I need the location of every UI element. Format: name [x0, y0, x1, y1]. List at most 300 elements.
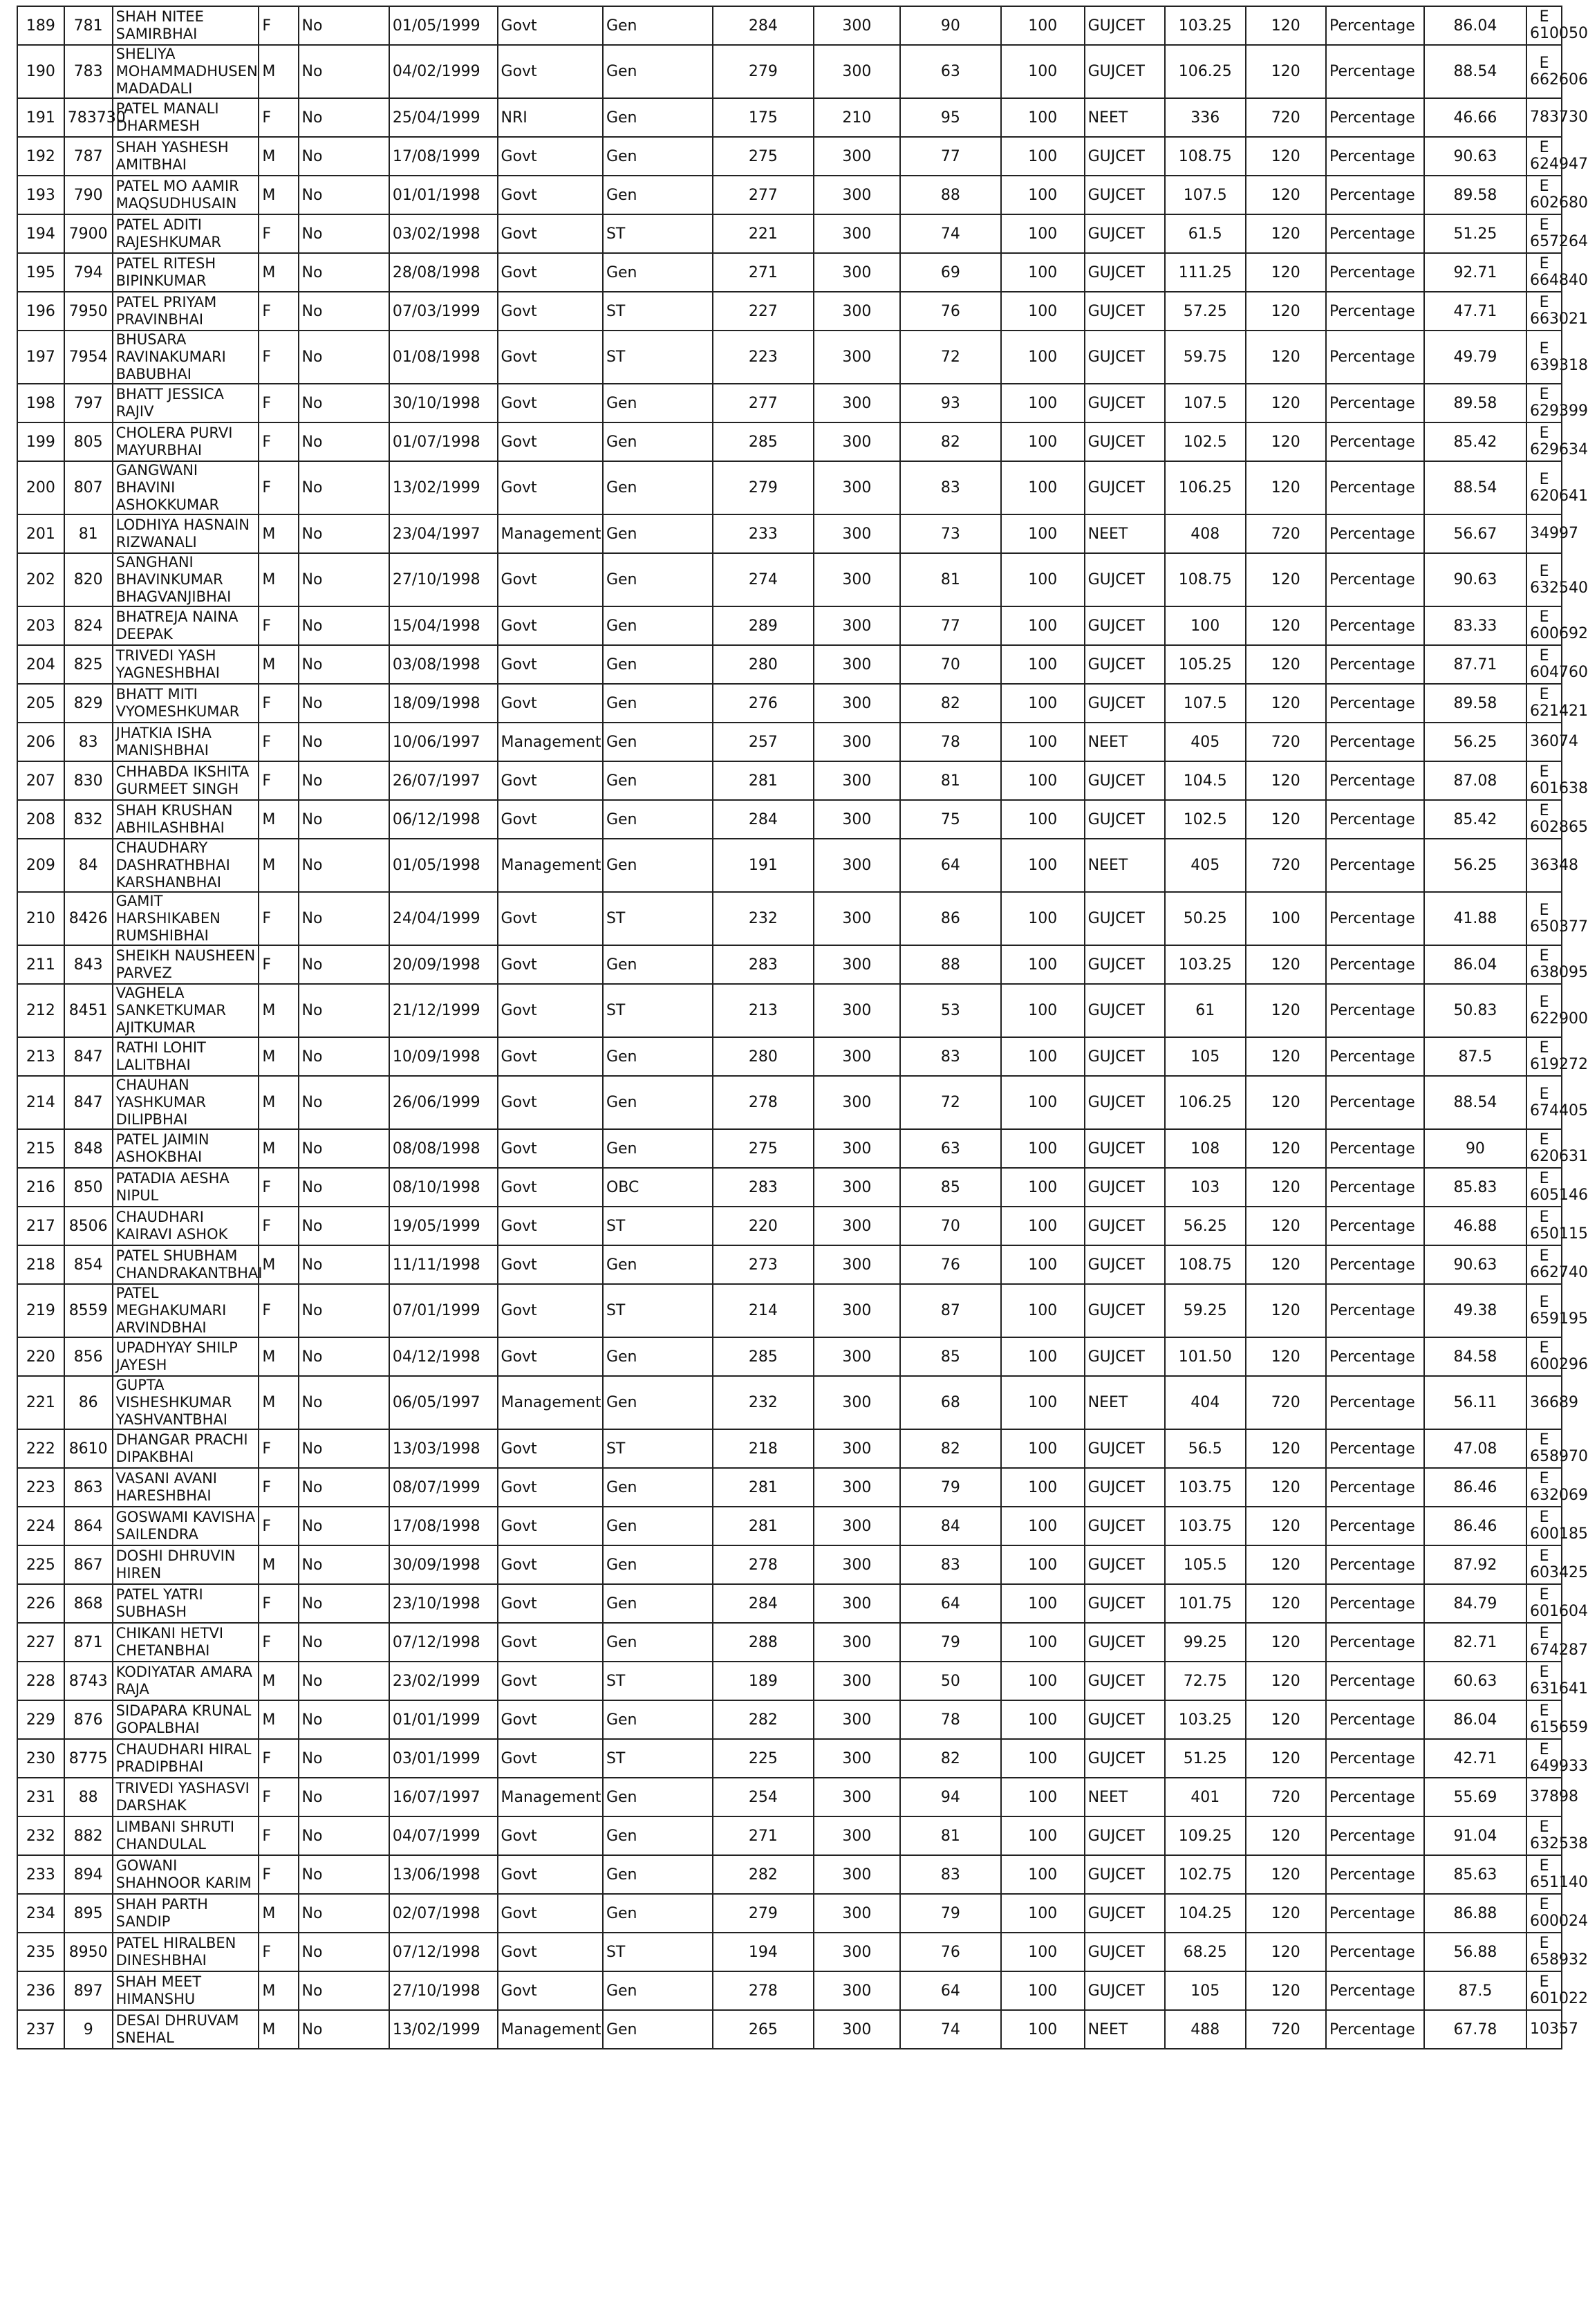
reference-cell — [1526, 1207, 1588, 1245]
reference-prefix: E — [1539, 1293, 1549, 1311]
date-of-birth-cell: 15/04/1998 — [389, 606, 498, 645]
percentage-cell: 49.38 — [1424, 1284, 1526, 1337]
reference-number: 629399 — [1530, 402, 1588, 420]
reference-number: 600296 — [1530, 1356, 1588, 1373]
exam-cell: GUJCET — [1085, 945, 1165, 984]
nri-cell: No — [299, 1245, 389, 1284]
category-cell: Gen — [603, 839, 713, 892]
table-row — [17, 645, 1562, 684]
subject-marks-cell: 78 — [900, 723, 1001, 761]
reference-prefix: E — [1539, 294, 1549, 311]
nri-cell: No — [299, 984, 389, 1037]
gender-cell: M — [259, 1245, 298, 1284]
merit-id-cell: 8426 — [64, 892, 113, 945]
nri-cell: No — [299, 553, 389, 606]
table-row — [17, 1168, 1562, 1207]
gender-cell: M — [259, 253, 298, 292]
exam-cell: GUJCET — [1085, 1337, 1165, 1376]
date-of-birth-cell: 27/10/1998 — [389, 553, 498, 606]
student-name-cell: PATADIA AESHA NIPUL — [113, 1168, 259, 1207]
reference-prefix: E — [1539, 470, 1549, 488]
date-of-birth-cell: 06/12/1998 — [389, 800, 498, 839]
exam-cell: NEET — [1085, 514, 1165, 553]
table-row — [17, 1700, 1562, 1739]
serial-number-cell: 218 — [17, 1245, 64, 1284]
marks-cell: 265 — [713, 2010, 814, 2049]
marks-total-cell: 300 — [814, 1376, 900, 1429]
quota-cell: Management — [498, 1376, 603, 1429]
exam-cell: GUJCET — [1085, 1284, 1165, 1337]
subject-marks-cell: 63 — [900, 1129, 1001, 1168]
score-type-cell: Percentage — [1326, 800, 1424, 839]
marks-cell: 254 — [713, 1778, 814, 1816]
percentage-cell: 84.79 — [1424, 1584, 1526, 1623]
merit-id-cell: 864 — [64, 1507, 113, 1545]
subject-marks-cell: 79 — [900, 1894, 1001, 1933]
exam-cell: GUJCET — [1085, 1816, 1165, 1855]
merit-id-cell: 81 — [64, 514, 113, 553]
marks-total-cell: 300 — [814, 1337, 900, 1376]
percentage-cell: 90 — [1424, 1129, 1526, 1168]
nri-cell: No — [299, 45, 389, 98]
exam-score-cell: 104.5 — [1165, 761, 1245, 800]
reference-number: 36074 — [1530, 733, 1579, 750]
merit-id-cell: 8451 — [64, 984, 113, 1037]
subject-marks-cell: 82 — [900, 1429, 1001, 1468]
marks-total-cell: 300 — [814, 761, 900, 800]
gender-cell: F — [259, 761, 298, 800]
marks-total-cell: 300 — [814, 214, 900, 253]
quota-cell: Govt — [498, 1662, 603, 1700]
date-of-birth-cell: 20/09/1998 — [389, 945, 498, 984]
subject-total-cell: 100 — [1001, 1207, 1085, 1245]
marks-total-cell: 210 — [814, 98, 900, 137]
date-of-birth-cell: 23/02/1999 — [389, 1662, 498, 1700]
quota-cell: Govt — [498, 606, 603, 645]
reference-cell — [1526, 461, 1588, 514]
reference-number: 674405 — [1530, 1101, 1588, 1119]
category-cell: ST — [603, 1429, 713, 1468]
category-cell: Gen — [603, 461, 713, 514]
date-of-birth-cell: 10/09/1998 — [389, 1037, 498, 1076]
exam-cell: GUJCET — [1085, 1623, 1165, 1662]
exam-total-cell: 120 — [1246, 1429, 1326, 1468]
nri-cell: No — [299, 422, 389, 461]
marks-total-cell: 300 — [814, 1662, 900, 1700]
marks-cell: 284 — [713, 1584, 814, 1623]
marks-total-cell: 300 — [814, 1933, 900, 1971]
nri-cell: No — [299, 98, 389, 137]
marks-cell: 275 — [713, 1129, 814, 1168]
table-row — [17, 137, 1562, 176]
percentage-cell: 82.71 — [1424, 1623, 1526, 1662]
subject-total-cell: 100 — [1001, 1284, 1085, 1337]
marks-total-cell: 300 — [814, 1037, 900, 1076]
gender-cell: F — [259, 1207, 298, 1245]
quota-cell: Govt — [498, 1700, 603, 1739]
reference-cell — [1526, 45, 1588, 98]
reference-prefix: E — [1539, 1170, 1549, 1187]
exam-total-cell: 120 — [1246, 137, 1326, 176]
subject-total-cell: 100 — [1001, 1778, 1085, 1816]
percentage-cell: 50.83 — [1424, 984, 1526, 1037]
reference-number: 650377 — [1530, 918, 1588, 936]
marks-cell: 281 — [713, 761, 814, 800]
marks-total-cell: 300 — [814, 553, 900, 606]
score-type-cell: Percentage — [1326, 1376, 1424, 1429]
category-cell: Gen — [603, 1468, 713, 1507]
reference-cell — [1526, 1623, 1588, 1662]
marks-total-cell: 300 — [814, 137, 900, 176]
percentage-cell: 86.46 — [1424, 1507, 1526, 1545]
category-cell: ST — [603, 1662, 713, 1700]
subject-marks-cell: 95 — [900, 98, 1001, 137]
table-row — [17, 1376, 1562, 1429]
nri-cell: No — [299, 1894, 389, 1933]
serial-number-cell: 225 — [17, 1545, 64, 1584]
exam-total-cell: 720 — [1246, 2010, 1326, 2049]
serial-number-cell: 234 — [17, 1894, 64, 1933]
merit-id-cell: 832 — [64, 800, 113, 839]
nri-cell: No — [299, 1855, 389, 1894]
date-of-birth-cell: 18/09/1998 — [389, 684, 498, 723]
merit-id-cell: 7950 — [64, 292, 113, 331]
score-type-cell: Percentage — [1326, 253, 1424, 292]
marks-total-cell: 300 — [814, 1207, 900, 1245]
table-row — [17, 1545, 1562, 1584]
reference-prefix: E — [1539, 1431, 1549, 1449]
exam-cell: GUJCET — [1085, 253, 1165, 292]
subject-total-cell: 100 — [1001, 1933, 1085, 1971]
student-name-cell: BHATREJA NAINA DEEPAK — [113, 606, 259, 645]
exam-cell: NEET — [1085, 1778, 1165, 1816]
exam-score-cell: 106.25 — [1165, 45, 1245, 98]
reference-prefix: E — [1539, 901, 1549, 919]
nri-cell: No — [299, 723, 389, 761]
score-type-cell: Percentage — [1326, 384, 1424, 422]
reference-number: 621421 — [1530, 703, 1588, 720]
serial-number-cell: 208 — [17, 800, 64, 839]
table-row — [17, 1778, 1562, 1816]
marks-total-cell: 300 — [814, 945, 900, 984]
exam-total-cell: 120 — [1246, 292, 1326, 331]
quota-cell: Govt — [498, 1855, 603, 1894]
nri-cell: No — [299, 1468, 389, 1507]
subject-marks-cell: 63 — [900, 45, 1001, 98]
table-row — [17, 384, 1562, 422]
student-name-cell: LODHIYA HASNAIN RIZWANALI — [113, 514, 259, 553]
serial-number-cell: 217 — [17, 1207, 64, 1245]
subject-total-cell: 100 — [1001, 1337, 1085, 1376]
exam-total-cell: 720 — [1246, 1778, 1326, 1816]
merit-id-cell: 882 — [64, 1816, 113, 1855]
subject-total-cell: 100 — [1001, 984, 1085, 1037]
exam-total-cell: 120 — [1246, 1971, 1326, 2010]
subject-marks-cell: 83 — [900, 1545, 1001, 1584]
student-name-cell: VASANI AVANI HARESHBHAI — [113, 1468, 259, 1507]
gender-cell: M — [259, 176, 298, 214]
serial-number-cell: 196 — [17, 292, 64, 331]
marks-total-cell: 300 — [814, 1894, 900, 1933]
category-cell: Gen — [603, 723, 713, 761]
date-of-birth-cell: 13/03/1998 — [389, 1429, 498, 1468]
exam-score-cell: 104.25 — [1165, 1894, 1245, 1933]
reference-number: 662606 — [1530, 71, 1588, 89]
marks-cell: 278 — [713, 1971, 814, 2010]
score-type-cell: Percentage — [1326, 761, 1424, 800]
exam-score-cell: 101.50 — [1165, 1337, 1245, 1376]
marks-total-cell: 300 — [814, 1076, 900, 1129]
nri-cell: No — [299, 292, 389, 331]
category-cell: Gen — [603, 945, 713, 984]
merit-id-cell: 807 — [64, 461, 113, 514]
reference-prefix: E — [1539, 386, 1549, 403]
exam-cell: GUJCET — [1085, 1933, 1165, 1971]
subject-total-cell: 100 — [1001, 214, 1085, 253]
merit-id-cell: 8559 — [64, 1284, 113, 1337]
gender-cell: M — [259, 1894, 298, 1933]
exam-cell: GUJCET — [1085, 984, 1165, 1037]
gender-cell: M — [259, 839, 298, 892]
score-type-cell: Percentage — [1326, 1429, 1424, 1468]
reference-prefix: E — [1539, 1586, 1549, 1603]
subject-total-cell: 100 — [1001, 1245, 1085, 1284]
marks-cell: 277 — [713, 384, 814, 422]
score-type-cell: Percentage — [1326, 1037, 1424, 1076]
merit-id-cell: 783 — [64, 45, 113, 98]
subject-marks-cell: 70 — [900, 1207, 1001, 1245]
marks-total-cell: 300 — [814, 645, 900, 684]
serial-number-cell: 226 — [17, 1584, 64, 1623]
exam-total-cell: 120 — [1246, 1739, 1326, 1778]
exam-total-cell: 120 — [1246, 761, 1326, 800]
reference-cell — [1526, 2010, 1579, 2049]
nri-cell: No — [299, 1662, 389, 1700]
student-name-cell: TRIVEDI YASHASVI DARSHAK — [113, 1778, 259, 1816]
gender-cell: F — [259, 331, 298, 384]
percentage-cell: 86.46 — [1424, 1468, 1526, 1507]
reference-prefix: E — [1539, 178, 1549, 195]
exam-score-cell: 105 — [1165, 1971, 1245, 2010]
student-name-cell: PATEL SHUBHAM CHANDRAKANTBHAI — [113, 1245, 259, 1284]
subject-marks-cell: 64 — [900, 1584, 1001, 1623]
category-cell: Gen — [603, 1816, 713, 1855]
marks-total-cell: 300 — [814, 1507, 900, 1545]
gender-cell: F — [259, 723, 298, 761]
quota-cell: Govt — [498, 6, 603, 45]
exam-score-cell: 101.75 — [1165, 1584, 1245, 1623]
gender-cell: F — [259, 1168, 298, 1207]
score-type-cell: Percentage — [1326, 1468, 1424, 1507]
marks-cell: 271 — [713, 253, 814, 292]
exam-score-cell: 61 — [1165, 984, 1245, 1037]
score-type-cell: Percentage — [1326, 839, 1424, 892]
percentage-cell: 90.63 — [1424, 1245, 1526, 1284]
exam-score-cell: 405 — [1165, 839, 1245, 892]
subject-total-cell: 100 — [1001, 1507, 1085, 1545]
category-cell: Gen — [603, 1037, 713, 1076]
percentage-cell: 56.88 — [1424, 1933, 1526, 1971]
merit-id-cell: 781 — [64, 6, 113, 45]
student-name-cell: GUPTA VISHESHKUMAR YASHVANTBHAI — [113, 1376, 259, 1429]
student-name-cell: CHHABDA IKSHITA GURMEET SINGH — [113, 761, 259, 800]
serial-number-cell: 232 — [17, 1816, 64, 1855]
table-row — [17, 2010, 1562, 2049]
exam-total-cell: 120 — [1246, 1168, 1326, 1207]
gender-cell: M — [259, 2010, 298, 2049]
gender-cell: F — [259, 1816, 298, 1855]
marks-total-cell: 300 — [814, 6, 900, 45]
percentage-cell: 88.54 — [1424, 45, 1526, 98]
serial-number-cell: 213 — [17, 1037, 64, 1076]
student-name-cell: SIDAPARA KRUNAL GOPALBHAI — [113, 1700, 259, 1739]
quota-cell: Management — [498, 723, 603, 761]
marks-cell: 273 — [713, 1245, 814, 1284]
table-body — [17, 6, 1588, 2049]
reference-cell — [1526, 422, 1588, 461]
nri-cell: No — [299, 1816, 389, 1855]
reference-cell — [1526, 1855, 1588, 1894]
category-cell: ST — [603, 1207, 713, 1245]
student-name-cell: BHATT MITI VYOMESHKUMAR — [113, 684, 259, 723]
gender-cell: M — [259, 1376, 298, 1429]
reference-number: 624947 — [1530, 156, 1588, 173]
quota-cell: Govt — [498, 1894, 603, 1933]
merit-id-cell: 8506 — [64, 1207, 113, 1245]
student-name-cell: SHAH YASHESH AMITBHAI — [113, 137, 259, 176]
date-of-birth-cell: 07/12/1998 — [389, 1933, 498, 1971]
reference-prefix: E — [1539, 54, 1549, 72]
category-cell: Gen — [603, 800, 713, 839]
exam-score-cell: 105.25 — [1165, 645, 1245, 684]
reference-prefix: E — [1539, 686, 1549, 703]
percentage-cell: 89.58 — [1424, 384, 1526, 422]
exam-cell: GUJCET — [1085, 1545, 1165, 1584]
student-name-cell: KODIYATAR AMARA RAJA — [113, 1662, 259, 1700]
serial-number-cell: 207 — [17, 761, 64, 800]
percentage-cell: 90.63 — [1424, 553, 1526, 606]
subject-marks-cell: 88 — [900, 176, 1001, 214]
reference-prefix: E — [1539, 1209, 1549, 1226]
subject-total-cell: 100 — [1001, 1662, 1085, 1700]
subject-marks-cell: 72 — [900, 1076, 1001, 1129]
exam-total-cell: 120 — [1246, 800, 1326, 839]
reference-cell — [1526, 514, 1579, 553]
date-of-birth-cell: 13/02/1999 — [389, 461, 498, 514]
marks-total-cell: 300 — [814, 684, 900, 723]
reference-number: 36689 — [1530, 1393, 1579, 1411]
category-cell: Gen — [603, 1076, 713, 1129]
exam-total-cell: 120 — [1246, 945, 1326, 984]
quota-cell: Govt — [498, 945, 603, 984]
merit-id-cell: 8775 — [64, 1739, 113, 1778]
subject-marks-cell: 77 — [900, 137, 1001, 176]
reference-prefix: E — [1539, 1857, 1549, 1875]
nri-cell: No — [299, 1507, 389, 1545]
nri-cell: No — [299, 1933, 389, 1971]
score-type-cell: Percentage — [1326, 461, 1424, 514]
score-type-cell: Percentage — [1326, 553, 1424, 606]
exam-total-cell: 720 — [1246, 723, 1326, 761]
exam-cell: GUJCET — [1085, 1037, 1165, 1076]
date-of-birth-cell: 04/12/1998 — [389, 1337, 498, 1376]
table-row — [17, 253, 1562, 292]
reference-prefix: E — [1539, 139, 1549, 156]
subject-marks-cell: 82 — [900, 1739, 1001, 1778]
percentage-cell: 56.11 — [1424, 1376, 1526, 1429]
marks-cell: 284 — [713, 6, 814, 45]
gender-cell: F — [259, 461, 298, 514]
nri-cell: No — [299, 1971, 389, 2010]
date-of-birth-cell: 07/12/1998 — [389, 1623, 498, 1662]
quota-cell: Govt — [498, 684, 603, 723]
exam-score-cell: 107.5 — [1165, 384, 1245, 422]
date-of-birth-cell: 06/05/1997 — [389, 1376, 498, 1429]
gender-cell: F — [259, 6, 298, 45]
table-row — [17, 1662, 1562, 1700]
exam-total-cell: 120 — [1246, 1584, 1326, 1623]
subject-marks-cell: 72 — [900, 331, 1001, 384]
nri-cell: No — [299, 892, 389, 945]
serial-number-cell: 204 — [17, 645, 64, 684]
marks-total-cell: 300 — [814, 839, 900, 892]
merit-id-cell: 829 — [64, 684, 113, 723]
table-row — [17, 331, 1562, 384]
subject-marks-cell: 73 — [900, 514, 1001, 553]
gender-cell: F — [259, 945, 298, 984]
percentage-cell: 84.58 — [1424, 1337, 1526, 1376]
category-cell: Gen — [603, 514, 713, 553]
category-cell: ST — [603, 292, 713, 331]
serial-number-cell: 192 — [17, 137, 64, 176]
subject-total-cell: 100 — [1001, 1376, 1085, 1429]
reference-number: 601022 — [1530, 1990, 1588, 2007]
exam-score-cell: 488 — [1165, 2010, 1245, 2049]
exam-score-cell: 59.25 — [1165, 1284, 1245, 1337]
reference-prefix: E — [1539, 1819, 1549, 1836]
merit-id-cell: 863 — [64, 1468, 113, 1507]
nri-cell: No — [299, 761, 389, 800]
date-of-birth-cell: 24/04/1999 — [389, 892, 498, 945]
category-cell: ST — [603, 214, 713, 253]
gender-cell: M — [259, 1129, 298, 1168]
exam-total-cell: 120 — [1246, 1245, 1326, 1284]
reference-prefix: E — [1539, 1131, 1549, 1149]
category-cell: ST — [603, 1933, 713, 1971]
exam-score-cell: 99.25 — [1165, 1623, 1245, 1662]
nri-cell: No — [299, 253, 389, 292]
reference-cell — [1526, 1429, 1588, 1468]
category-cell: Gen — [603, 1507, 713, 1545]
date-of-birth-cell: 01/05/1999 — [389, 6, 498, 45]
student-name-cell: UPADHYAY SHILP JAYESH — [113, 1337, 259, 1376]
nri-cell: No — [299, 1284, 389, 1337]
score-type-cell: Percentage — [1326, 176, 1424, 214]
marks-cell: 281 — [713, 1468, 814, 1507]
quota-cell: Govt — [498, 1971, 603, 2010]
exam-total-cell: 120 — [1246, 1816, 1326, 1855]
gender-cell: F — [259, 1623, 298, 1662]
reference-prefix: E — [1539, 1664, 1549, 1681]
category-cell: Gen — [603, 684, 713, 723]
category-cell: Gen — [603, 606, 713, 645]
exam-total-cell: 120 — [1246, 684, 1326, 723]
reference-number: 783730 — [1530, 109, 1588, 126]
reference-number: 600692 — [1530, 625, 1588, 642]
reference-cell — [1526, 684, 1588, 723]
gender-cell: F — [259, 1284, 298, 1337]
reference-cell — [1526, 1168, 1588, 1207]
